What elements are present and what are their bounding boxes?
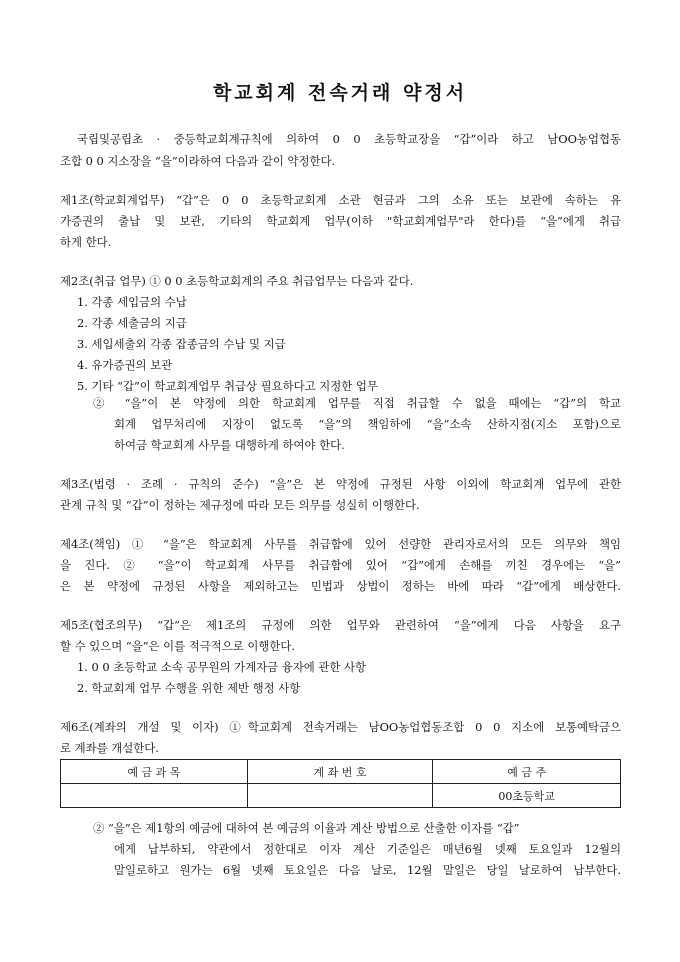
cell-account-number xyxy=(247,784,433,808)
account-table-header-row xyxy=(61,760,621,784)
article-6-para2-line-2: 에게 납부하되, 약관에서 정한대로 이자 계산 기준일은 매년6월 넷째 토요일과 12월의 xyxy=(114,842,621,856)
article-2-item-1: 1. 각종 세입금의 수납 xyxy=(77,295,187,309)
article-5-item-1: 1. 0 0 초등학교 소속 공무원의 가계자금 융자에 관한 사항 xyxy=(77,660,367,674)
article-2-item-2: 2. 각종 세출금의 지급 xyxy=(77,316,187,330)
article-4-line-3: 은 본 약정에 규정된 사항을 제외하고는 민법과 상법이 정하는 바에 따라 “갑”에게 배상한다. xyxy=(60,579,621,593)
preamble-line-2: 조합 0 0 지소장을 “을”이라하여 다음과 같이 약정한다. xyxy=(60,154,336,168)
article-6-para2-line-1: ② “을”은 제1항의 예금에 대하여 본 예금의 이율과 계산 방법으로 산출한 이자를 “갑” xyxy=(93,821,520,835)
article-1-line-1: 제1조(학교회계업무) “갑”은 0 0 초등학교회계 소관 현금과 그의 소유 또는 보관에 속하는 유 xyxy=(60,193,621,207)
article-4-line-2: 을 진다. ② “을”이 학교회계 사무를 취급함에 있어 “갑”에게 손해를 끼친 경우에는 “을” xyxy=(60,558,621,572)
header-deposit-type: 예 금 과 목 xyxy=(61,760,248,784)
article-2-item-4: 4. 유가증권의 보관 xyxy=(77,358,173,372)
header-account-holder: 예 금 주 xyxy=(433,760,621,784)
article-4-line-1: 제4조(책임) ① “을”은 학교회계 사무를 취급함에 있어 선량한 관리자로서의 모든 의무와 책임 xyxy=(60,537,621,551)
cell-deposit-type xyxy=(61,784,248,808)
article-2-item-5: 5. 기타 “갑”이 학교회계업무 취급상 필요하다고 지정한 업무 xyxy=(77,379,378,393)
preamble-line-1: 국립및공립초 · 중등학교회계규칙에 의하여 0 0 초등학교장을 “갑”이라 하고 남OO농업협동 xyxy=(77,132,621,146)
article-3-line-1: 제3조(법령 · 조례 · 규칙의 준수) “을”은 본 약정에 규정된 사항 이외에 학교회계 업무에 관한 xyxy=(60,477,621,491)
article-6-line-1: 제6조(계좌의 개설 및 이자) ①학교회계 전속거래는 남OO농업협동조합 0 0 지소에 보통예탁금으 xyxy=(60,720,621,734)
article-5-line-2: 할 수 있으며 “을”은 이를 적극적으로 이행한다. xyxy=(60,639,296,653)
account-table xyxy=(60,759,621,808)
article-1-line-2: 가증권의 출납 및 보관, 기타의 학교회계 업무(이하 "학교회계업무"라 한다)를 “을”에게 취급 xyxy=(60,214,621,228)
article-2-para2-line-2: 회계 업무처리에 지장이 없도록 “을”의 책임하에 “을”소속 산하지점(지소 포함)으로 xyxy=(114,417,621,431)
article-6-para2-line-3: 말일로하고 원가는 6월 넷째 토요일은 다음 날로, 12월 말일은 당일 날로하여 납부한다. xyxy=(114,863,621,877)
article-2-para2-line-1: ② “을”이 본 약정에 의한 학교회계 업무를 직접 취급할 수 없을 때에는 “갑”의 학교 xyxy=(93,396,621,410)
header-account-number: 계 좌 번 호 xyxy=(247,760,433,784)
article-1-line-3: 하게 한다. xyxy=(60,235,112,249)
article-5-item-2: 2. 학교회계 업무 수행을 위한 제반 행정 사항 xyxy=(77,681,301,695)
article-5-line-1: 제5조(협조의무) “갑”은 제1조의 규정에 의한 업무와 관련하여 “을”에게 다음 사항을 요구 xyxy=(60,618,621,632)
article-2-heading: 제2조(취급 업무) ① 0 0 초등학교회계의 주요 취급업무는 다음과 같다. xyxy=(60,274,414,288)
cell-account-holder: 00초등학교 xyxy=(433,784,621,808)
article-2-para2-line-3: 하여금 학교회계 사무를 대행하게 하여야 한다. xyxy=(114,438,345,452)
page-title: 학교회계 전속거래 약정서 xyxy=(212,82,468,104)
article-2-item-3: 3. 세입세출외 각종 잡종금의 수납 및 지급 xyxy=(77,337,286,351)
article-6-line-2: 로 계좌를 개설한다. xyxy=(60,741,159,755)
article-3-line-2: 관계 규칙 및 “갑”이 정하는 제규정에 따라 모든 의무를 성실히 이행한다. xyxy=(60,498,420,512)
account-table-row xyxy=(61,784,621,808)
